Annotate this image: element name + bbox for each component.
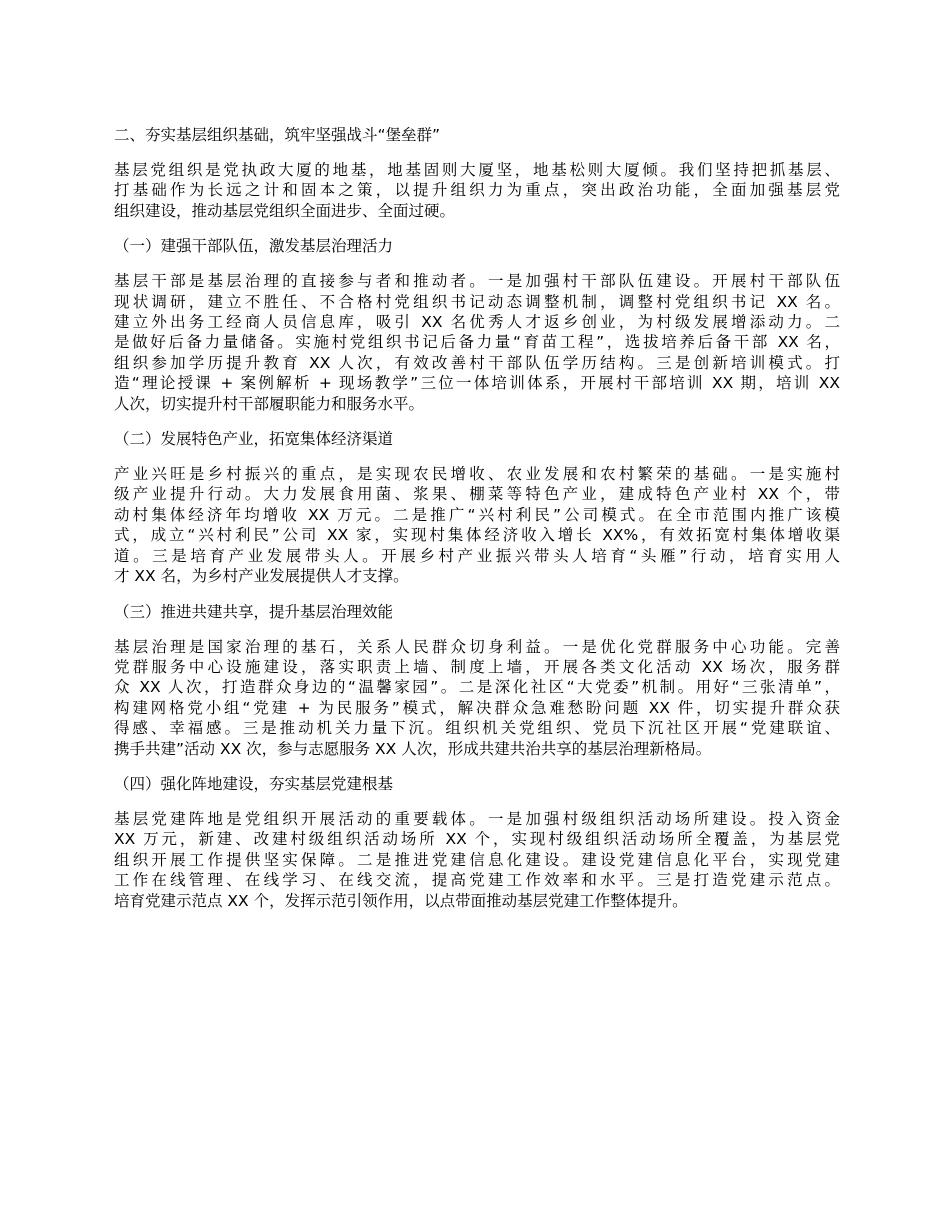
section-paragraph-2 (114, 464, 840, 586)
paragraph-line: 工作在线管理、在线学习、在线交流，提高党建工作效率和水平。三是打造党建示范点。 (114, 871, 840, 890)
paragraph-line: 人次，切实提升村干部履职能力和服务水平。 (114, 394, 425, 413)
section-heading-2: （二）发展特色产业，拓宽集体经济渠道 (114, 430, 394, 449)
paragraph-line: 基层治理是国家治理的基石，关系人民群众切身利益。一是优化党群服务中心功能。完善 (114, 637, 840, 656)
paragraph-line: 众 XX 人次，打造群众身边的“温馨家园”。二是深化社区“大党委”机制。用好“三张清单”， (114, 678, 840, 697)
paragraph-line: 造“理论授课 + 案例解析 + 现场教学”三位一体培训体系，开展村干部培训 XX 期，培训 XX (114, 374, 840, 393)
paragraph-line: 级产业提升行动。大力发展食用菌、浆果、棚菜等特色产业，建成特色产业村 XX 个，带 (114, 485, 840, 504)
paragraph-line: 现状调研，建立不胜任、不合格村党组织书记动态调整机制，调整村党组织书记 XX 名。 (114, 292, 840, 311)
paragraph-line: 是做好后备力量储备。实施村党组织书记后备力量“育苗工程”，选拔培养后备干部 XX 名， (114, 333, 840, 352)
section-heading-1: （一）建强干部队伍，激发基层治理活力 (114, 237, 394, 256)
section-paragraph-4 (114, 809, 840, 911)
paragraph-line: 产业兴旺是乡村振兴的重点，是实现农民增收、农业发展和农村繁荣的基础。一是实施村 (114, 465, 840, 484)
paragraph-line: 携手共建”活动 XX 次，参与志愿服务 XX 人次，形成共建共治共享的基层治理新格局。 (114, 739, 712, 758)
paragraph-line: 构建网格党小组“党建 + 为民服务”模式，解决群众急难愁盼问题 XX 件，切实提升群众获 (114, 698, 840, 717)
document-page (114, 124, 840, 925)
paragraph-line: 组织开展工作提供坚实保障。二是推进党建信息化建设。建设党建信息化平台，实现党建 (114, 850, 840, 869)
paragraph-line: 才 XX 名，为乡村产业发展提供人才支撑。 (114, 567, 409, 586)
paragraph-line: 基层党建阵地是党组织开展活动的重要载体。一是加强村级组织活动场所建设。投入资金 (114, 809, 840, 828)
paragraph-line: XX 万元，新建、改建村级组织活动场所 XX 个，实现村级组织活动场所全覆盖，为基层党 (114, 830, 840, 849)
paragraph-line: 打基础作为长远之计和固本之策，以提升组织力为重点，突出政治功能，全面加强基层党 (114, 181, 840, 200)
main-heading: 二、夯实基层组织基础，筑牢坚强战斗“堡垒群” (114, 126, 441, 144)
paragraph-line: 动村集体经济年均增收 XX 万元。二是推广“兴村利民”公司模式。在全市范围内推广该模 (114, 505, 840, 524)
paragraph-line: 建立外出务工经商人员信息库，吸引 XX 名优秀人才返乡创业，为村级发展增添动力。二 (114, 313, 840, 332)
intro-paragraph (114, 160, 840, 221)
section-paragraph-3 (114, 637, 840, 759)
section-paragraph-1 (114, 271, 840, 414)
section-heading-4: （四）强化阵地建设，夯实基层党建根基 (114, 774, 394, 793)
paragraph-line: 组织建设，推动基层党组织全面进步、全面过硬。 (114, 201, 456, 220)
paragraph-line: 式，成立“兴村利民”公司 XX 家，实现村集体经济收入增长 XX%，有效拓宽村集体增收渠 (114, 526, 840, 545)
paragraph-line: 培育党建示范点 XX 个，发挥示范引领作用，以点带面推动基层党建工作整体提升。 (114, 891, 688, 910)
paragraph-line: 基层干部是基层治理的直接参与者和推动者。一是加强村干部队伍建设。开展村干部队伍 (114, 272, 840, 291)
paragraph-line: 基层党组织是党执政大厦的地基，地基固则大厦坚，地基松则大厦倾。我们坚持把抓基层、 (114, 161, 840, 179)
paragraph-line: 道。三是培育产业发展带头人。开展乡村产业振兴带头人培育“头雁”行动，培育实用人 (114, 546, 840, 565)
paragraph-line: 组织参加学历提升教育 XX 人次，有效改善村干部队伍学历结构。三是创新培训模式。打 (114, 353, 840, 372)
paragraph-line: 党群服务中心设施建设，落实职责上墙、制度上墙，开展各类文化活动 XX 场次，服务群 (114, 657, 840, 676)
section-heading-3: （三）推进共建共享，提升基层治理效能 (114, 602, 394, 621)
paragraph-line: 得感、幸福感。三是推动机关力量下沉。组织机关党组织、党员下沉社区开展“党建联谊、 (114, 719, 840, 738)
